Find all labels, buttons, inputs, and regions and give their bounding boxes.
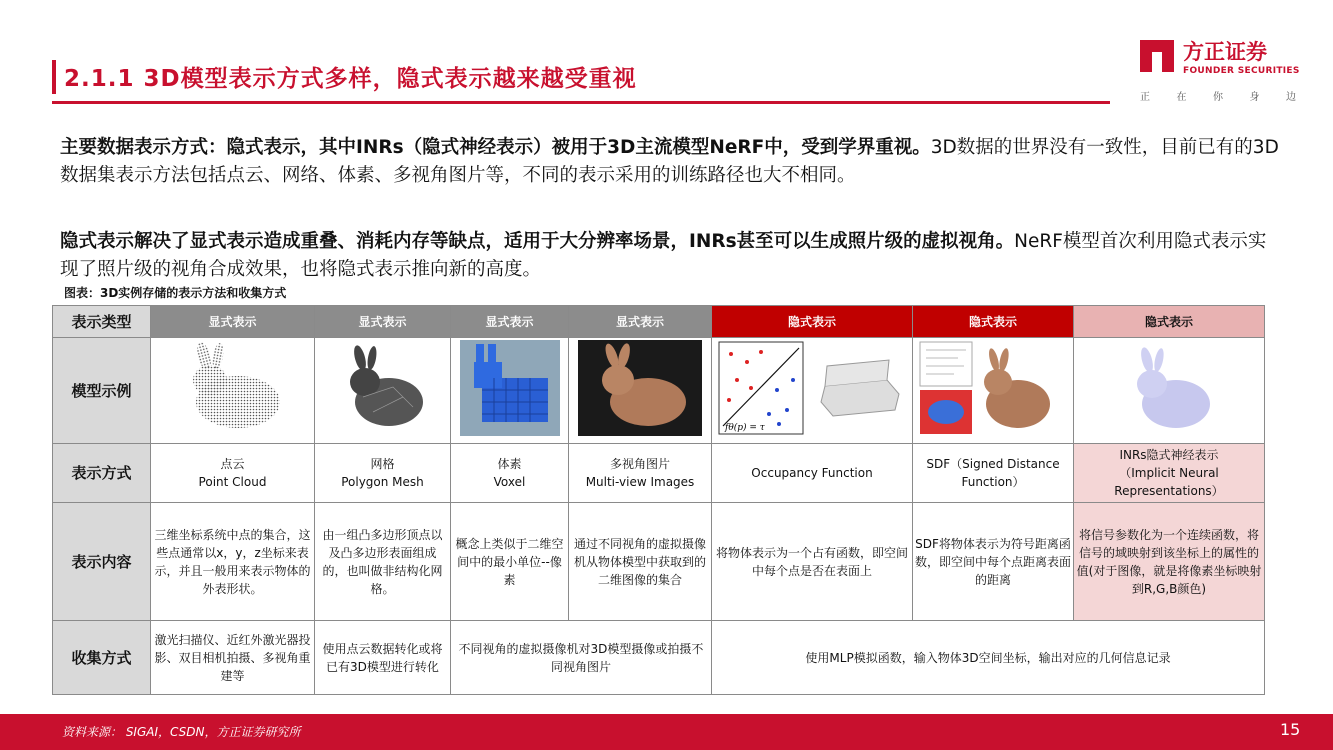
- page-number: 15: [1280, 720, 1301, 739]
- content-cell: 将信号参数化为一个连续函数，将信号的域映射到该坐标上的属性的值(对于图像，就是将像素坐标映射到R,G,B颜色): [1074, 503, 1265, 621]
- multi-view-image: [569, 338, 712, 444]
- representation-table: [52, 305, 1265, 695]
- method-cell: 点云 Point Cloud: [151, 444, 315, 503]
- collect-cell: 使用MLP模拟函数，输入物体3D空间坐标，输出对应的几何信息记录: [712, 621, 1265, 695]
- content-cell: 概念上类似于二维空间中的最小单位--像素: [451, 503, 569, 621]
- paragraph-1: 主要数据表示方式：隐式表示，其中INRs（隐式神经表示）被用于3D主流模型NeRF中，受到学界重视。3D数据的世界没有一致性，目前已有的3D数据集表示方法包括点云、网络、体素、多视角图片等，不同的表示采用的训练路径也大不相同。: [60, 137, 1279, 186]
- method-cell: Occupancy Function: [712, 444, 913, 503]
- row-label: 收集方式: [53, 621, 151, 695]
- content-cell: SDF将物体表示为符号距离函数，即空间中每个点距离表面的距离: [913, 503, 1074, 621]
- content-cell: 将物体表示为一个占有函数，即空间中每个点是否在表面上: [712, 503, 913, 621]
- type-cell: 隐式表示: [712, 306, 913, 338]
- collect-cell: 使用点云数据转化或将已有3D模型进行转化: [315, 621, 451, 695]
- content-cell: 由一组凸多边形顶点以及凸多边形表面组成的，也叫做非结构化网格。: [315, 503, 451, 621]
- source-note: 资料来源： SIGAI，CSDN，方正证券研究所: [62, 725, 301, 739]
- method-cell: 网格 Polygon Mesh: [315, 444, 451, 503]
- row-label: 表示类型: [53, 306, 151, 338]
- row-label: 表示方式: [53, 444, 151, 503]
- content-cell: 三维坐标系统中点的集合，这些点通常以x，y，z坐标来表示，并且一般用来表示物体的外表形状。: [151, 503, 315, 621]
- method-cell: 多视角图片 Multi-view Images: [569, 444, 712, 503]
- row-example: [53, 338, 1265, 444]
- row-label: 表示内容: [53, 503, 151, 621]
- method-cell: 体素 Voxel: [451, 444, 569, 503]
- row-method: [53, 444, 1265, 503]
- page-title: 2.1.1 3D模型表示方式多样，隐式表示越来越受重视: [64, 66, 637, 92]
- type-cell: 显式表示: [315, 306, 451, 338]
- collect-cell: 激光扫描仪、近红外激光器投影、双目相机拍摄、多视角重建等: [151, 621, 315, 695]
- point-cloud-image: [151, 338, 315, 444]
- logo-english: FOUNDER SECURITIES: [1183, 66, 1300, 76]
- collect-cell: 不同视角的虚拟摄像机对3D模型摄像或拍摄不同视角图片: [451, 621, 712, 695]
- occupancy-image: [712, 338, 913, 444]
- figure-caption: 图表：3D实例存储的表示方法和收集方式: [64, 286, 287, 300]
- logo-slogan: 正 在 你 身 边: [1140, 92, 1296, 103]
- row-type: [53, 306, 1265, 338]
- paragraph-2: 隐式表示解决了显式表示造成重叠、消耗内存等缺点，适用于大分辨率场景，INRs甚至可以生成照片级的虚拟视角。NeRF模型首次利用隐式表示实现了照片级的视角合成效果，也将隐式表示推向新的高度。: [60, 231, 1267, 280]
- type-cell: 隐式表示: [913, 306, 1074, 338]
- type-cell: 隐式表示: [1074, 306, 1265, 338]
- row-collect: [53, 621, 1265, 695]
- inr-image: [1074, 338, 1265, 444]
- polygon-mesh-image: [315, 338, 451, 444]
- type-cell: 显式表示: [151, 306, 315, 338]
- formula-label: fθ(p) = τ: [725, 423, 765, 433]
- row-content: [53, 503, 1265, 621]
- row-label: 模型示例: [53, 338, 151, 444]
- founder-logo-icon: [1138, 36, 1176, 74]
- content-cell: 通过不同视角的虚拟摄像机从物体模型中获取到的二维图像的集合: [569, 503, 712, 621]
- sdf-image: [913, 338, 1074, 444]
- method-cell: SDF（Signed Distance Function）: [913, 444, 1074, 503]
- logo-text: 方正证券: [1183, 40, 1267, 64]
- voxel-image: [451, 338, 569, 444]
- method-cell: INRs隐式神经表示 （Implicit Neural Representations）: [1074, 444, 1265, 503]
- type-cell: 显式表示: [451, 306, 569, 338]
- type-cell: 显式表示: [569, 306, 712, 338]
